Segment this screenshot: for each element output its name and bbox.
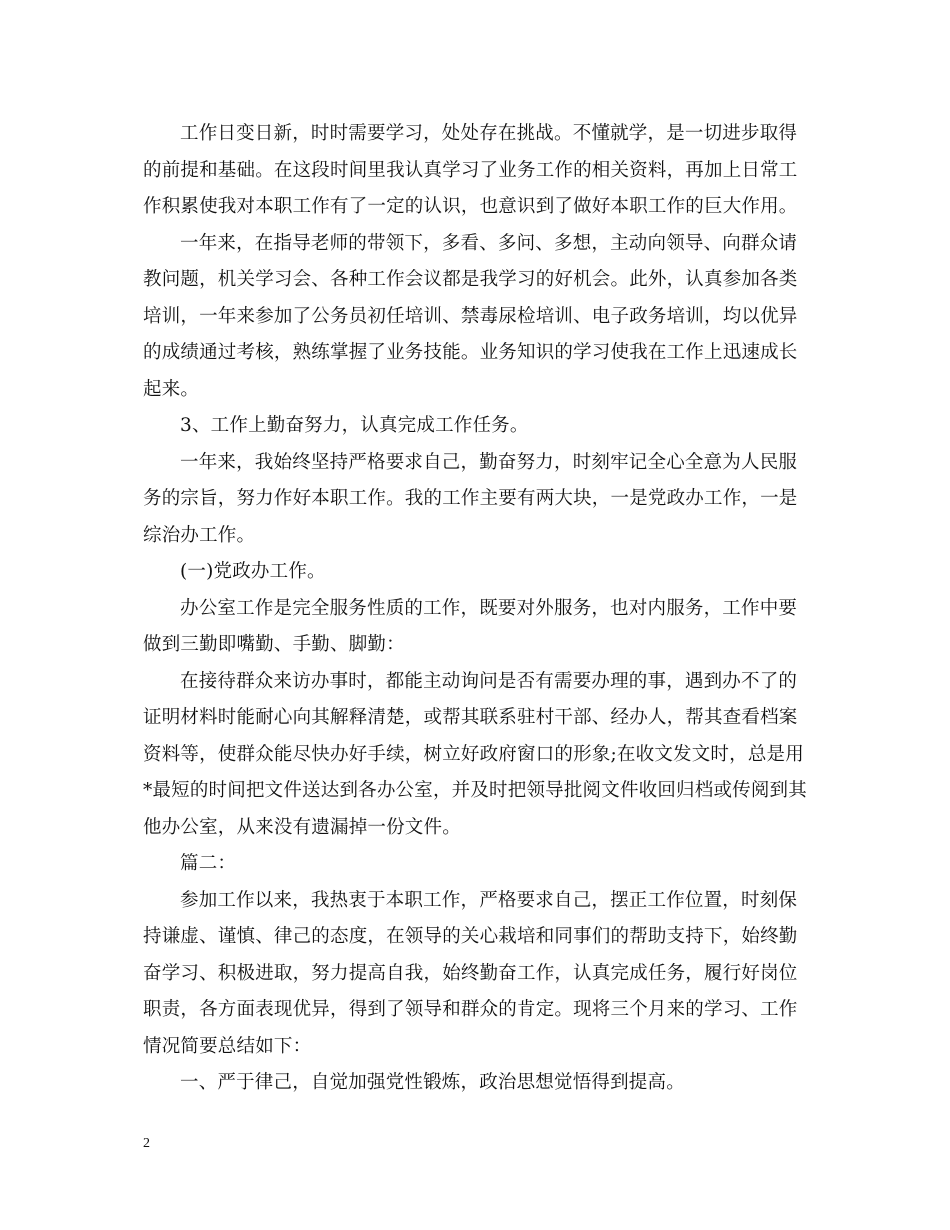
text-line: 务的宗旨，努力作好本职工作。我的工作主要有两大块，一是党政办工作，一是 — [143, 488, 798, 509]
text-line: 持谦虚、谨慎、律己的态度，在领导的关心栽培和同事们的帮助支持下，始终勤 — [143, 926, 798, 947]
paragraph — [143, 226, 807, 409]
text-line: 起来。 — [143, 378, 200, 400]
paragraph — [143, 116, 807, 226]
paragraph — [143, 445, 807, 555]
page-number: 2 — [143, 1136, 150, 1151]
text-line: 的成绩通过考核，熟练掌握了业务技能。业务知识的学习使我在工作上迅速成长 — [143, 342, 798, 363]
text-line: 工作日变日新，时时需要学习，处处存在挑战。不懂就学，是一切进步取得 — [180, 123, 798, 144]
text-line: 的前提和基础。在这段时间里我认真学习了业务工作的相关资料，再加上日常工 — [143, 159, 798, 181]
text-line: 他办公室，从来没有遗漏掉一份文件。 — [143, 816, 461, 838]
text-line: 一年来，我始终坚持严格要求自己，勤奋努力，时刻牢记全心全意为人民服 — [180, 451, 798, 473]
text-line: (一)党政办工作。 — [180, 561, 326, 582]
text-line: 培训，一年来参加了公务员初任培训、禁毒尿检培训、电子政务培训，均以优异 — [143, 305, 798, 327]
text-line: 综治办工作。 — [143, 524, 256, 546]
text-line: 教问题，机关学习会、各种工作会议都是我学习的好机会。此外，认真参加各类 — [143, 269, 798, 290]
paragraph — [143, 408, 807, 445]
text-line: 办公室工作是完全服务性质的工作，既要对外服务，也对内服务，工作中要 — [180, 597, 798, 619]
paragraph — [143, 1065, 807, 1102]
text-line: 做到三勤即嘴勤、手勤、脚勤： — [143, 634, 405, 655]
text-line: 情况简要总结如下： — [143, 1035, 312, 1057]
paragraph — [143, 664, 807, 847]
paragraph — [143, 883, 807, 1066]
text-line: 职责，各方面表现优异，得到了领导和群众的肯定。现将三个月来的学习、工作 — [143, 999, 798, 1020]
paragraph — [143, 554, 807, 591]
document-body — [143, 116, 807, 1102]
text-line: 奋学习、积极进取，努力提高自我，始终勤奋工作，认真完成任务，履行好岗位 — [143, 962, 798, 984]
text-line: 篇二： — [180, 853, 237, 874]
paragraph — [143, 591, 807, 664]
text-line: 证明材料时能耐心向其解释清楚，或帮其联系驻村干部、经办人，帮其查看档案 — [143, 707, 798, 728]
text-line: *最短的时间把文件送达到各办公室，并及时把领导批阅文件收回归档或传阅到其 — [143, 780, 807, 801]
paragraph — [143, 846, 807, 883]
text-line: 一、严于律己，自觉加强党性锻炼，政治思想觉悟得到提高。 — [180, 1072, 685, 1093]
text-line: 一年来，在指导老师的带领下，多看、多问、多想，主动向领导、向群众请 — [180, 232, 798, 254]
text-line: 作积累使我对本职工作有了一定的认识，也意识到了做好本职工作的巨大作用。 — [143, 196, 798, 217]
text-line: 3、工作上勤奋努力，认真完成工作任务。 — [180, 415, 529, 436]
text-line: 在接待群众来访办事时，都能主动询问是否有需要办理的事，遇到办不了的 — [180, 670, 798, 692]
text-line: 参加工作以来，我热衷于本职工作，严格要求自己，摆正工作位置，时刻保 — [180, 889, 798, 911]
text-line: 资料等，使群众能尽快办好手续，树立好政府窗口的形象;在收文发文时，总是用 — [143, 743, 804, 765]
